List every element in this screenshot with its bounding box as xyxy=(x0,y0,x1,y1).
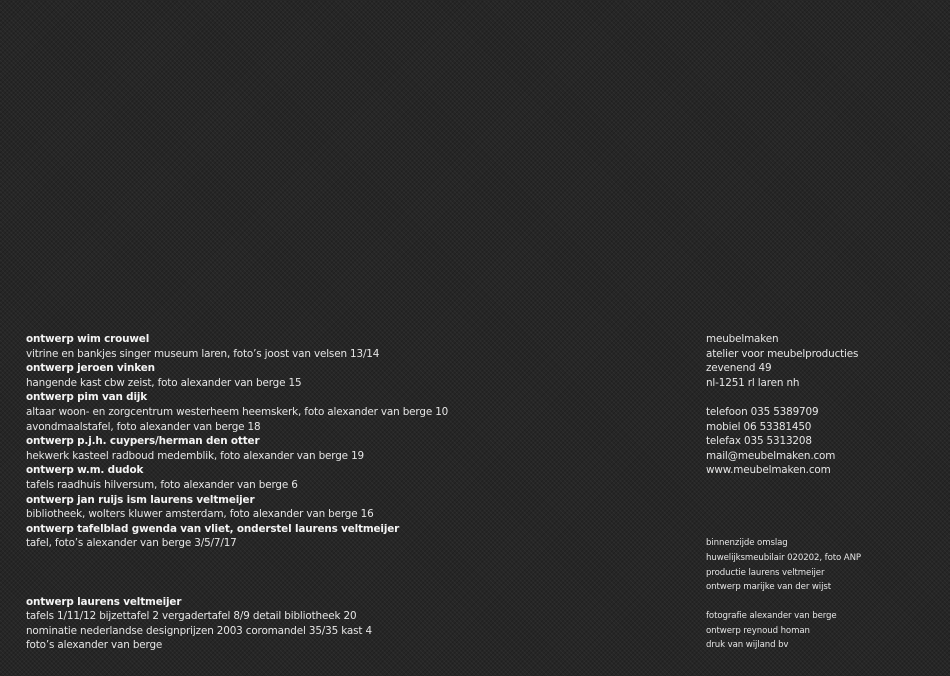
email-link[interactable]: mail@meubelmaken.com xyxy=(706,449,836,462)
credit-line: avondmaalstafel, foto alexander van berge 18 xyxy=(26,420,261,433)
credit-line: tafels 1/11/12 bijzettafel 2 vergadertafel 8/9 detail bibliotheek 20 xyxy=(26,610,357,623)
colophon-line: druk van wijland bv xyxy=(706,640,789,651)
credit-line: hangende kast cbw zeist, foto alexander van berge 15 xyxy=(26,376,302,389)
credit-title: ontwerp pim van dijk xyxy=(26,391,148,404)
colophon-line: ontwerp reynoud homan xyxy=(706,625,810,636)
credit-line: vitrine en bankjes singer museum laren, foto’s joost van velsen 13/14 xyxy=(26,347,380,360)
credit-title: ontwerp w.m. dudok xyxy=(26,464,144,477)
credit-line: hekwerk kasteel radboud medemblik, foto alexander van berge 19 xyxy=(26,449,365,462)
company-tagline: atelier voor meubelproducties xyxy=(706,347,859,360)
colophon-line: binnenzijde omslag xyxy=(706,538,788,549)
mobile-number: mobiel 06 53381450 xyxy=(706,420,812,433)
colophon-line: ontwerp marijke van der wijst xyxy=(706,582,832,593)
colophon-line: fotografie alexander van berge xyxy=(706,611,837,622)
contact-column xyxy=(706,332,942,653)
address-city: nl-1251 rl laren nh xyxy=(706,376,800,389)
credit-title: ontwerp jan ruijs ism laurens veltmeijer xyxy=(26,493,255,506)
credit-line: tafel, foto’s alexander van berge 3/5/7/17 xyxy=(26,537,237,550)
spacer xyxy=(706,390,942,405)
credit-title: ontwerp jeroen vinken xyxy=(26,362,155,375)
credit-line: foto’s alexander van berge xyxy=(26,639,163,652)
website-link[interactable]: www.meubelmaken.com xyxy=(706,464,831,477)
colophon-line: huwelijksmeubilair 020202, foto ANP xyxy=(706,552,861,563)
credit-title: ontwerp p.j.h. cuypers/herman den otter xyxy=(26,435,260,448)
credit-line: nominatie nederlandse designprijzen 2003 coromandel 35/35 kast 4 xyxy=(26,624,372,637)
credit-title: ontwerp tafelblad gwenda van vliet, onderstel laurens veltmeijer xyxy=(26,522,400,535)
spacer xyxy=(706,595,942,610)
credit-line: altaar woon- en zorgcentrum westerheem heemskerk, foto alexander van berge 10 xyxy=(26,405,449,418)
credit-title: ontwerp wim crouwel xyxy=(26,333,150,345)
spacer xyxy=(706,478,942,536)
spacer xyxy=(26,551,666,595)
credit-line: tafels raadhuis hilversum, foto alexander van berge 6 xyxy=(26,478,298,491)
credits-column xyxy=(26,332,666,653)
phone-number: telefoon 035 5389709 xyxy=(706,405,819,418)
credit-title: ontwerp laurens veltmeijer xyxy=(26,595,182,608)
company-name: meubelmaken xyxy=(706,333,779,345)
credit-line: bibliotheek, wolters kluwer amsterdam, foto alexander van berge 16 xyxy=(26,508,374,521)
address-street: zevenend 49 xyxy=(706,362,772,375)
colophon-line: productie laurens veltmeijer xyxy=(706,567,825,578)
fax-number: telefax 035 5313208 xyxy=(706,435,812,448)
